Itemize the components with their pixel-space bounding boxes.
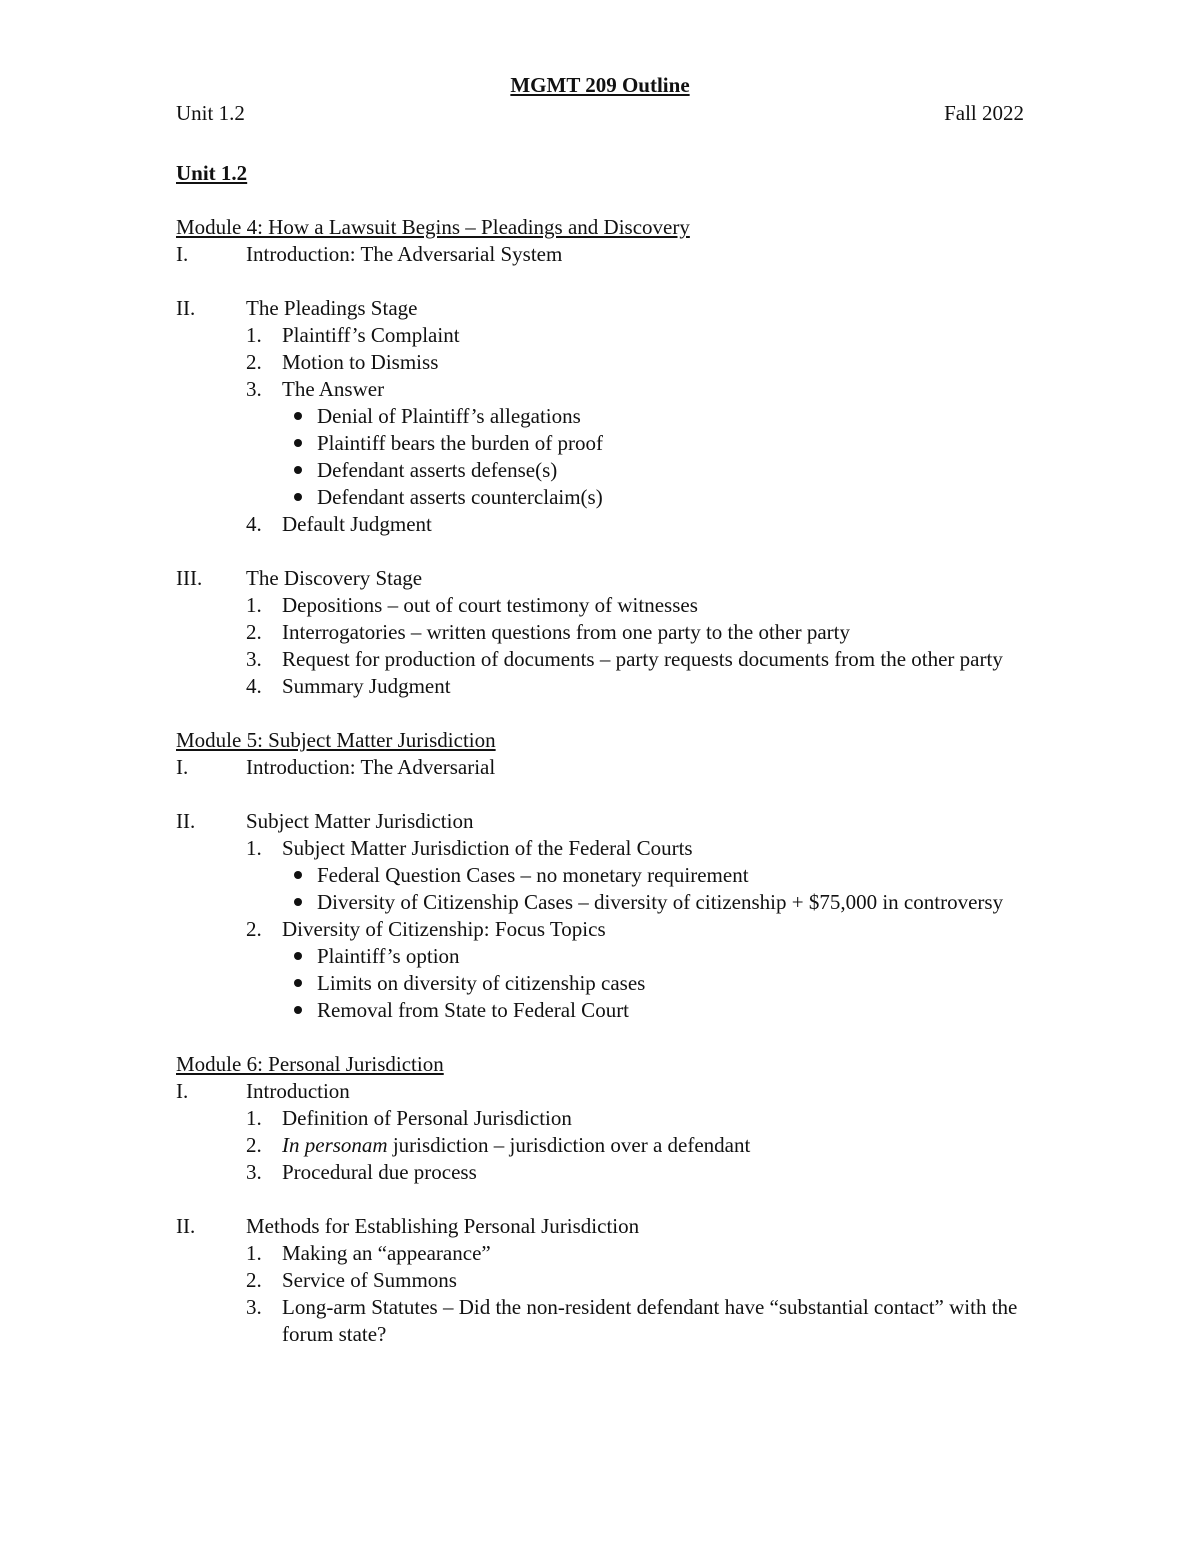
bullet-text: Plaintiff bears the burden of proof [317,431,603,455]
document-title: MGMT 209 Outline [510,73,690,97]
header-unit: Unit 1.2 [176,101,245,125]
item-text: Subject Matter Jurisdiction of the Federal Courts [282,836,693,860]
bullet-item [176,943,1024,970]
list-item [176,349,1024,376]
item-text: Procedural due process [282,1160,477,1184]
roman-numeral: III. [176,566,203,590]
list-item [176,835,1024,862]
item-text: Plaintiff’s Complaint [282,323,460,347]
module-5-section-1 [176,754,1024,781]
item-number: 3. [246,647,262,671]
section-title: Introduction [246,1079,350,1103]
list-item [176,376,1024,403]
bullet-item [176,997,1024,1024]
section-title: Introduction: The Adversarial [246,755,496,779]
item-number: 4. [246,674,262,698]
module-4-section-3 [176,565,1024,592]
bullet-icon [282,862,317,889]
module-5-title: Module 5: Subject Matter Jurisdiction [176,728,496,752]
bullet-icon [282,457,317,484]
item-text: Summary Judgment [282,674,451,698]
item-number: 1. [246,1241,262,1265]
item-text: Default Judgment [282,512,432,536]
latin-term: In personam [282,1133,388,1157]
item-number: 3. [246,1160,262,1184]
bullet-item [176,889,1024,916]
roman-numeral: II. [176,809,196,833]
bullet-item [176,970,1024,997]
bullet-item [176,403,1024,430]
item-text: Definition of Personal Jurisdiction [282,1106,572,1130]
section-title: Subject Matter Jurisdiction [246,809,474,833]
bullet-item [176,862,1024,889]
bullet-icon [282,970,317,997]
header-row [176,100,1024,127]
bullet-icon [282,997,317,1024]
roman-numeral: II. [176,1214,196,1238]
list-item [176,619,1024,646]
item-number: 3. [246,1295,262,1319]
item-number: 4. [246,512,262,536]
item-number: 1. [246,836,262,860]
list-item [176,511,1024,538]
bullet-icon [282,484,317,511]
item-number: 1. [246,1106,262,1130]
item-text: Long-arm Statutes – Did the non-resident defendant have “substantial contact” with the forum state? [282,1295,1018,1346]
list-item [176,1240,1024,1267]
roman-numeral: II. [176,296,196,320]
list-item [176,1294,1024,1348]
module-5-section-2 [176,808,1024,835]
item-text: The Answer [282,377,385,401]
list-item [176,1105,1024,1132]
document-page [176,70,1024,1348]
item-text: Service of Summons [282,1268,457,1292]
section-title: Introduction: The Adversarial System [246,242,563,266]
item-text: Motion to Dismiss [282,350,439,374]
item-text: Making an “appearance” [282,1241,491,1265]
roman-numeral: I. [176,755,189,779]
list-item [176,1132,1024,1159]
section-title: The Discovery Stage [246,566,423,590]
bullet-text: Removal from State to Federal Court [317,998,630,1022]
list-item [176,916,1024,943]
roman-numeral: I. [176,242,189,266]
item-text: Interrogatories – written questions from one party to the other party [282,620,851,644]
item-number: 1. [246,593,262,617]
list-item [176,592,1024,619]
bullet-item [176,484,1024,511]
bullet-icon [282,403,317,430]
item-number: 2. [246,1133,262,1157]
bullet-text: Denial of Plaintiff’s allegations [317,404,581,428]
module-6-section-2 [176,1213,1024,1240]
item-text-rest: jurisdiction – jurisdiction over a defendant [387,1133,751,1157]
list-item [176,1267,1024,1294]
item-text: Request for production of documents – party requests documents from the other party [282,647,1003,671]
item-number: 2. [246,1268,262,1292]
bullet-text: Plaintiff’s option [317,944,460,968]
list-item [176,1159,1024,1186]
bullet-icon [282,889,317,916]
bullet-text: Defendant asserts counterclaim(s) [317,485,603,509]
module-4-section-2 [176,295,1024,322]
module-4-title: Module 4: How a Lawsuit Begins – Pleadings and Discovery [176,215,690,239]
list-item [176,322,1024,349]
bullet-icon [282,430,317,457]
module-6-section-1 [176,1078,1024,1105]
item-number: 2. [246,917,262,941]
item-text [282,1132,1024,1159]
item-text: Diversity of Citizenship: Focus Topics [282,917,606,941]
item-number: 2. [246,620,262,644]
bullet-item [176,430,1024,457]
item-text: Depositions – out of court testimony of witnesses [282,593,698,617]
unit-heading: Unit 1.2 [176,161,248,185]
list-item [176,673,1024,700]
list-item [176,646,1024,673]
item-number: 1. [246,323,262,347]
module-4-section-1 [176,241,1024,268]
bullet-icon [282,943,317,970]
bullet-text: Defendant asserts defense(s) [317,458,558,482]
item-number: 3. [246,377,262,401]
section-title: Methods for Establishing Personal Jurisdiction [246,1214,640,1238]
bullet-text: Federal Question Cases – no monetary requirement [317,863,749,887]
bullet-text: Diversity of Citizenship Cases – diversity of citizenship + $75,000 in controversy [317,890,1004,914]
module-6-title: Module 6: Personal Jurisdiction [176,1052,444,1076]
header-term: Fall 2022 [944,101,1024,125]
roman-numeral: I. [176,1079,189,1103]
item-number: 2. [246,350,262,374]
bullet-text: Limits on diversity of citizenship cases [317,971,646,995]
bullet-item [176,457,1024,484]
section-title: The Pleadings Stage [246,296,418,320]
